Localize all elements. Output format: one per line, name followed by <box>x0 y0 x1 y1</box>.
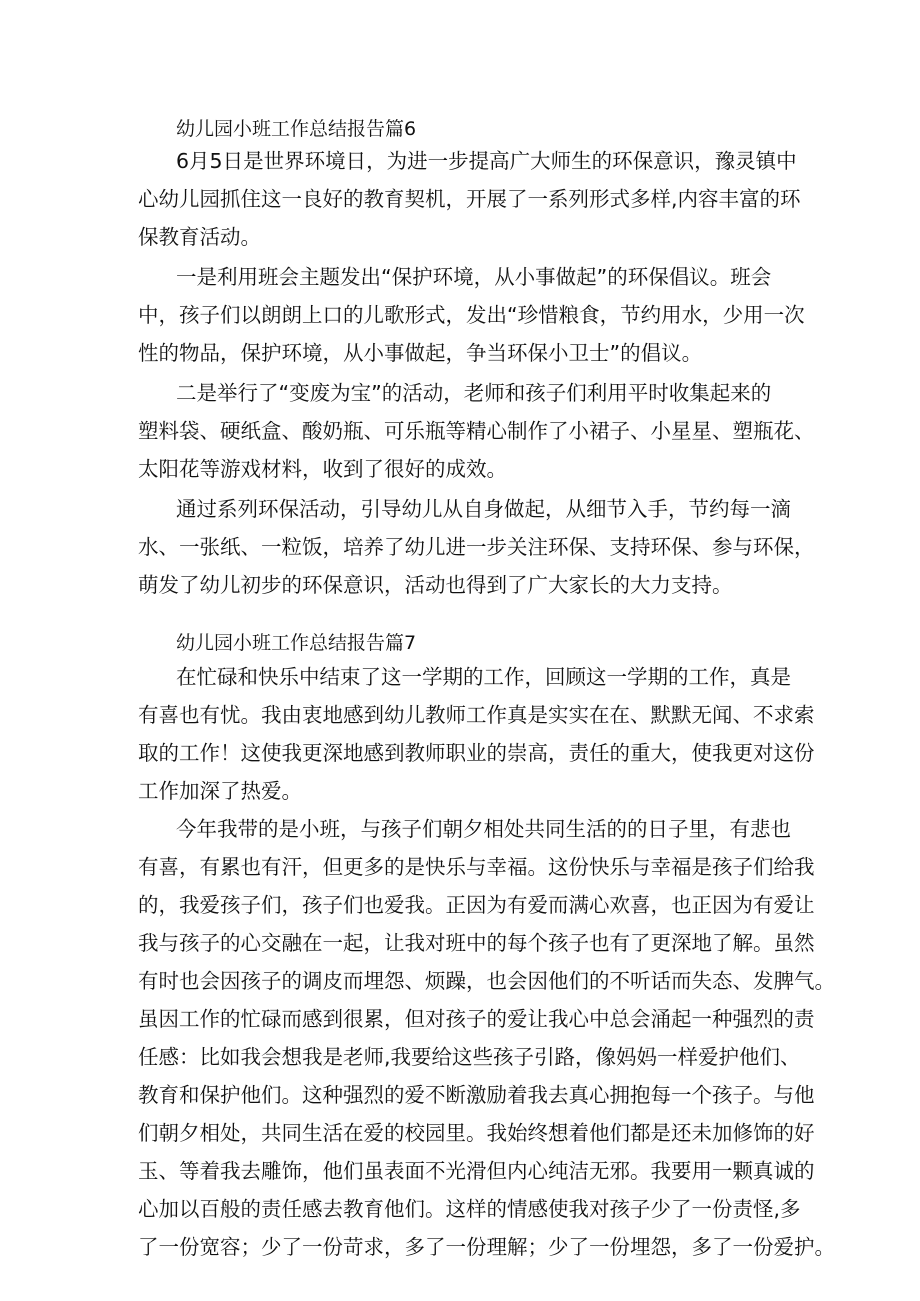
paragraph-line: 塑料袋、硬纸盒、酸奶瓶、可乐瓶等精心制作了小裙子、小星星、塑瓶花、 <box>138 419 815 443</box>
paragraph-line: 保教育活动。 <box>138 225 261 249</box>
paragraph-line: 在忙碌和快乐中结束了这一学期的工作，回顾这一学期的工作，真是 <box>176 665 791 689</box>
section-title: 幼儿园小班工作总结报告篇6 <box>176 118 417 140</box>
paragraph-line: 虽因工作的忙碌而感到很累，但对孩子的爱让我心中总会涌起一种强烈的责 <box>138 1007 815 1031</box>
section-title: 幼儿园小班工作总结报告篇7 <box>176 632 417 654</box>
paragraph-line: 的，我爱孩子们，孩子们也爱我。正因为有爱而满心欢喜，也正因为有爱让 <box>138 893 815 917</box>
paragraph-line: 有时也会因孩子的调皮而埋怨、烦躁，也会因他们的不听话而失态、发脾气。 <box>138 969 835 993</box>
paragraph-line: 有喜，有累也有汗，但更多的是快乐与幸福。这份快乐与幸福是孩子们给我 <box>138 855 815 879</box>
paragraph-line: 心幼儿园抓住这一良好的教育契机，开展了一系列形式多样,内容丰富的环 <box>138 187 801 211</box>
paragraph-line: 教育和保护他们。这种强烈的爱不断激励着我去真心拥抱每一个孩子。与他 <box>138 1083 815 1107</box>
paragraph-line: 今年我带的是小班，与孩子们朝夕相处共同生活的的日子里，有悲也 <box>176 817 791 841</box>
paragraph-line: 一是利用班会主题发出“保护环境，从小事做起”的环保倡议。班会 <box>176 265 772 289</box>
paragraph-line: 任感：比如我会想我是老师,我要给这些孩子引路，像妈妈一样爱护他们、 <box>138 1045 801 1069</box>
paragraph-line: 中，孩子们以朗朗上口的儿歌形式，发出“珍惜粮食，节约用水，少用一次 <box>138 303 805 327</box>
paragraph-line: 太阳花等游戏材料，收到了很好的成效。 <box>138 457 507 481</box>
paragraph-line: 取的工作！这使我更深地感到教师职业的崇高，责任的重大，使我更对这份 <box>138 741 815 765</box>
paragraph-line: 我与孩子的心交融在一起，让我对班中的每个孩子也有了更深地了解。虽然 <box>138 931 815 955</box>
paragraph-line: 工作加深了热爱。 <box>138 779 302 803</box>
paragraph-line: 性的物品，保护环境，从小事做起，争当环保小卫士”的倡议。 <box>138 341 703 365</box>
paragraph-line: 二是举行了“变废为宝”的活动，老师和孩子们利用平时收集起来的 <box>176 381 772 405</box>
paragraph-line: 心加以百般的责任感去教育他们。这样的情感使我对孩子少了一份责怪,多 <box>138 1197 801 1221</box>
paragraph-line: 通过系列环保活动，引导幼儿从自身做起，从细节入手，节约每一滴 <box>176 497 791 521</box>
paragraph-line: 了一份宽容；少了一份苛求，多了一份理解；少了一份埋怨，多了一份爱护。 <box>138 1235 835 1259</box>
paragraph-line: 们朝夕相处，共同生活在爱的校园里。我始终想着他们都是还未加修饰的好 <box>138 1121 815 1145</box>
paragraph-line: 玉、等着我去雕饰，他们虽表面不光滑但内心纯洁无邪。我要用一颗真诚的 <box>138 1159 815 1183</box>
paragraph-line: 6月5日是世界环境日，为进一步提高广大师生的环保意识，豫灵镇中 <box>176 149 797 173</box>
paragraph-line: 水、一张纸、一粒饭，培养了幼儿进一步关注环保、支持环保、参与环保， <box>138 535 815 559</box>
paragraph-line: 萌发了幼儿初步的环保意识，活动也得到了广大家长的大力支持。 <box>138 573 733 597</box>
paragraph-line: 有喜也有忧。我由衷地感到幼儿教师工作真是实实在在、默默无闻、不求索 <box>138 703 815 727</box>
